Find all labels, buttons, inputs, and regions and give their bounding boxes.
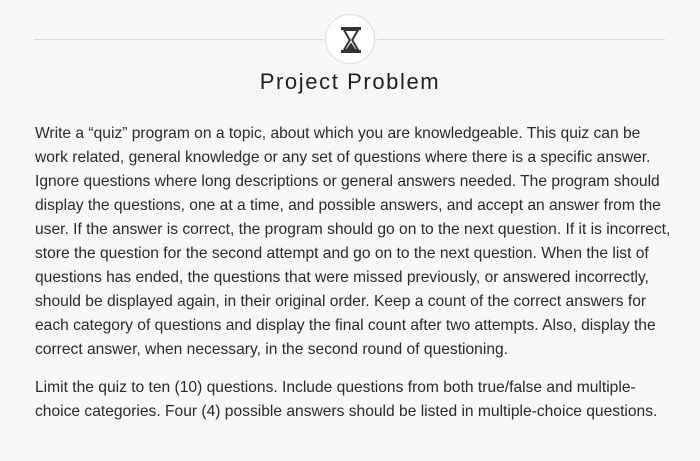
problem-description (35, 122, 675, 424)
problem-paragraph-2: Limit the quiz to ten (10) questions. Include questions from both true/false and multiple-choice categories. Four (4) possible answers should be listed in multiple-choice questions. (35, 379, 658, 420)
hourglass-icon-badge (325, 14, 375, 64)
header-divider-right (377, 39, 665, 40)
header-divider-left (34, 39, 324, 40)
problem-paragraph-1: Write a “quiz” program on a topic, about which you are knowledgeable. This quiz can be work related, general knowledge or any set of questions where there is a specific answer. Ignore questions where long descriptions or general answers needed. The program should display the questions, one at a time, and possible answers, and accept an answer from the user. If the answer is correct, the program should go on to the next question. If it is incorrect, store the question for the second attempt and go on to the next question. When the list of questions has ended, the questions that were missed previously, or answered incorrectly, should be displayed again, in their original order. Keep a count of the correct answers for each category of questions and display the final count after two attempts. Also, display the correct answer, when necessary, in the second round of questioning. (35, 125, 671, 358)
hourglass-icon (339, 26, 363, 54)
page-title: Project Problem (259, 69, 441, 94)
